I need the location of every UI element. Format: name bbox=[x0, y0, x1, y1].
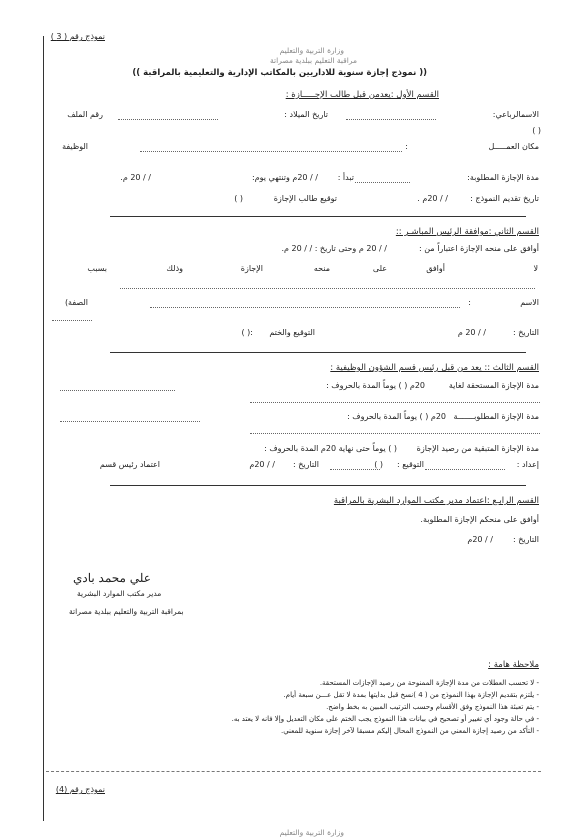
hr-signature-line[interactable] bbox=[330, 469, 380, 470]
hr-date-label: التاريخ : bbox=[292, 460, 319, 469]
applicant-signature-label: توقيع طالب الإجازة bbox=[273, 194, 337, 203]
section3-divider bbox=[110, 485, 526, 486]
note-item: - يلتزم بتقديم الإجازة بهذا النموذج من ( 4 )نسخ قبل بدايتها بمدة لا تقل عـــن سبعة أيام. bbox=[283, 691, 539, 699]
job-label: الوظيفة bbox=[62, 142, 88, 151]
final-date-label: التاريخ : bbox=[512, 535, 539, 544]
header-ministry: وزارة التربية والتعليم bbox=[279, 46, 344, 55]
approve-date-range: / / 20 م وحتى تاريخ : / / 20 م. bbox=[281, 244, 387, 253]
hr-signature-paren: ( ) bbox=[374, 460, 383, 469]
hr-date-value: / / 20م bbox=[249, 460, 275, 469]
requested-line-2[interactable] bbox=[250, 433, 540, 434]
notes-title: ملاحظة هامة : bbox=[488, 660, 539, 670]
section4-title: القسم الرابـع :اعتماد مدير مكتب الموارد البشرية بالمراقبة bbox=[333, 496, 539, 506]
final-date-value: / / 20م bbox=[467, 535, 493, 544]
approver-sign-stamp-paren: :( ) bbox=[241, 328, 253, 337]
dob-label: تاريخ الميلاد : bbox=[284, 110, 328, 119]
full-name-line[interactable] bbox=[346, 119, 436, 120]
duration-label: مدة الإجازة المطلوبة: bbox=[467, 173, 539, 182]
note-item: - يتم تعبئة هذا النموذج وفق الأقسام وحسب الترتيب المبين به بخط واضح. bbox=[326, 703, 539, 711]
note-item: - التأكد من رصيد إجازة المعني من النموذج المحال إليكم مسبقا لآخر إجازة سنوية للمعني. bbox=[281, 727, 539, 735]
on-word: على bbox=[372, 264, 387, 273]
form-title: (( نموذج إجازة سنوية للاداريين بالمكاتب الإدارية والتعليمية بالمراقبة )) bbox=[132, 68, 427, 78]
form-number-bottom: نموذج رقم (4) bbox=[55, 785, 105, 794]
no-word: لا bbox=[533, 264, 538, 273]
approver-title-label: الصفة) bbox=[64, 298, 88, 307]
prepared-line[interactable] bbox=[425, 469, 505, 470]
approver-name-line[interactable] bbox=[150, 307, 460, 308]
section3-title: القسم الثالث :: يعد من قبل رئيس قسم الشؤون الوظيفية : bbox=[330, 363, 539, 373]
note-item: - في حالة وجود أي تغيير أو تصحيح في بيانات هذا النموذج يجب الختم على مكان التعديل وإلا فانه لا يعتد به. bbox=[231, 715, 539, 723]
start-end-date: / / 20م وتنتهي يوم: bbox=[252, 173, 318, 182]
that-word: وذلك bbox=[166, 264, 183, 273]
cut-line bbox=[46, 771, 541, 772]
dob-line[interactable] bbox=[118, 119, 218, 120]
file-no-label: رقم الملف bbox=[67, 110, 103, 119]
approve-from-label: أوافق على منحه الإجازة اعتباراً من : bbox=[419, 244, 539, 253]
section1-divider bbox=[110, 216, 526, 217]
header-monitoring: مراقبة التعليم ببلدية مصراتة bbox=[270, 56, 357, 65]
file-no-paren: ( ) bbox=[532, 126, 541, 135]
form-number-top: نموذج رقم ( 3 ) bbox=[50, 32, 105, 41]
starts-label: تبدأ : bbox=[337, 173, 354, 182]
reason-line[interactable] bbox=[120, 288, 535, 289]
approver-name-label: الاسم bbox=[520, 298, 539, 307]
reason-word: بسبب bbox=[87, 264, 107, 273]
workplace-line[interactable] bbox=[140, 151, 402, 152]
signer-title-2: بمراقبة التربية والتعليم ببلدية مصراتة bbox=[69, 607, 184, 616]
requested-days: 20م ( ) يوماً المدة بالحروف : bbox=[347, 412, 446, 421]
end-date: / / 20 م. bbox=[120, 173, 151, 182]
full-name-label: الاسمالرباعي: bbox=[492, 110, 539, 119]
approver-name-colon: : bbox=[468, 298, 471, 307]
final-approve-text: أوافق على منحكم الإجازة المطلوبة. bbox=[420, 515, 539, 524]
entitled-words-line[interactable] bbox=[60, 390, 175, 391]
approver-date-label: التاريخ : bbox=[512, 328, 539, 337]
section1-title: القسم الأول :يعدمن قبل طالب الإجـــــازة : bbox=[285, 90, 439, 100]
remaining-days: ( ) يوماً حتى نهاية 20م المدة بالحروف : bbox=[264, 444, 397, 453]
requested-label: مدة الإجازة المطلوبـــــــة bbox=[453, 412, 539, 421]
next-page-header: وزارة التربية والتعليم bbox=[279, 828, 344, 837]
section2-title: القسم الثاني :موافقة الرئيس المباشـر :: bbox=[395, 227, 539, 237]
agree-word: أوافق bbox=[426, 264, 445, 273]
signer-name: علي محمد بادي bbox=[73, 571, 151, 585]
grant-word: منحه bbox=[313, 264, 330, 273]
entitled-label: مدة الإجازة المستحقة لغاية bbox=[448, 381, 539, 390]
signer-title-1: مدير مكتب الموارد البشرية bbox=[77, 589, 162, 598]
hr-signature-label: التوقيع : bbox=[397, 460, 424, 469]
note-item: - لا تحسب العطلات من مدة الإجازة الممنوحة من رصيد الإجازات المستحقة. bbox=[319, 679, 539, 687]
applicant-signature-paren: ( ) bbox=[234, 194, 243, 203]
duration-line[interactable] bbox=[355, 182, 410, 183]
approver-date-value: / / 20 م bbox=[457, 328, 486, 337]
form-left-border bbox=[43, 36, 44, 821]
workplace-colon: : bbox=[405, 142, 408, 151]
head-approval-label: اعتماد رئيس قسم bbox=[99, 460, 160, 469]
approver-title-line[interactable] bbox=[52, 320, 92, 321]
prepared-label: إعداد : bbox=[516, 460, 539, 469]
submit-date-value: / / 20م . bbox=[417, 194, 448, 203]
submit-date-label: تاريخ تقديم النموذج : bbox=[470, 194, 539, 203]
leave-word: الإجازة bbox=[240, 264, 263, 273]
workplace-label: مكان العمـــــل bbox=[488, 142, 539, 151]
remaining-label: مدة الإجازة المتبقية من رصيد الإجازة bbox=[416, 444, 539, 453]
entitled-days: 20م ( ) يوماً المدة بالحروف : bbox=[326, 381, 425, 390]
requested-words-line[interactable] bbox=[60, 421, 200, 422]
section2-divider bbox=[110, 352, 526, 353]
approver-sign-stamp-label: التوقيع والختم bbox=[269, 328, 315, 337]
entitled-line-2[interactable] bbox=[250, 402, 540, 403]
